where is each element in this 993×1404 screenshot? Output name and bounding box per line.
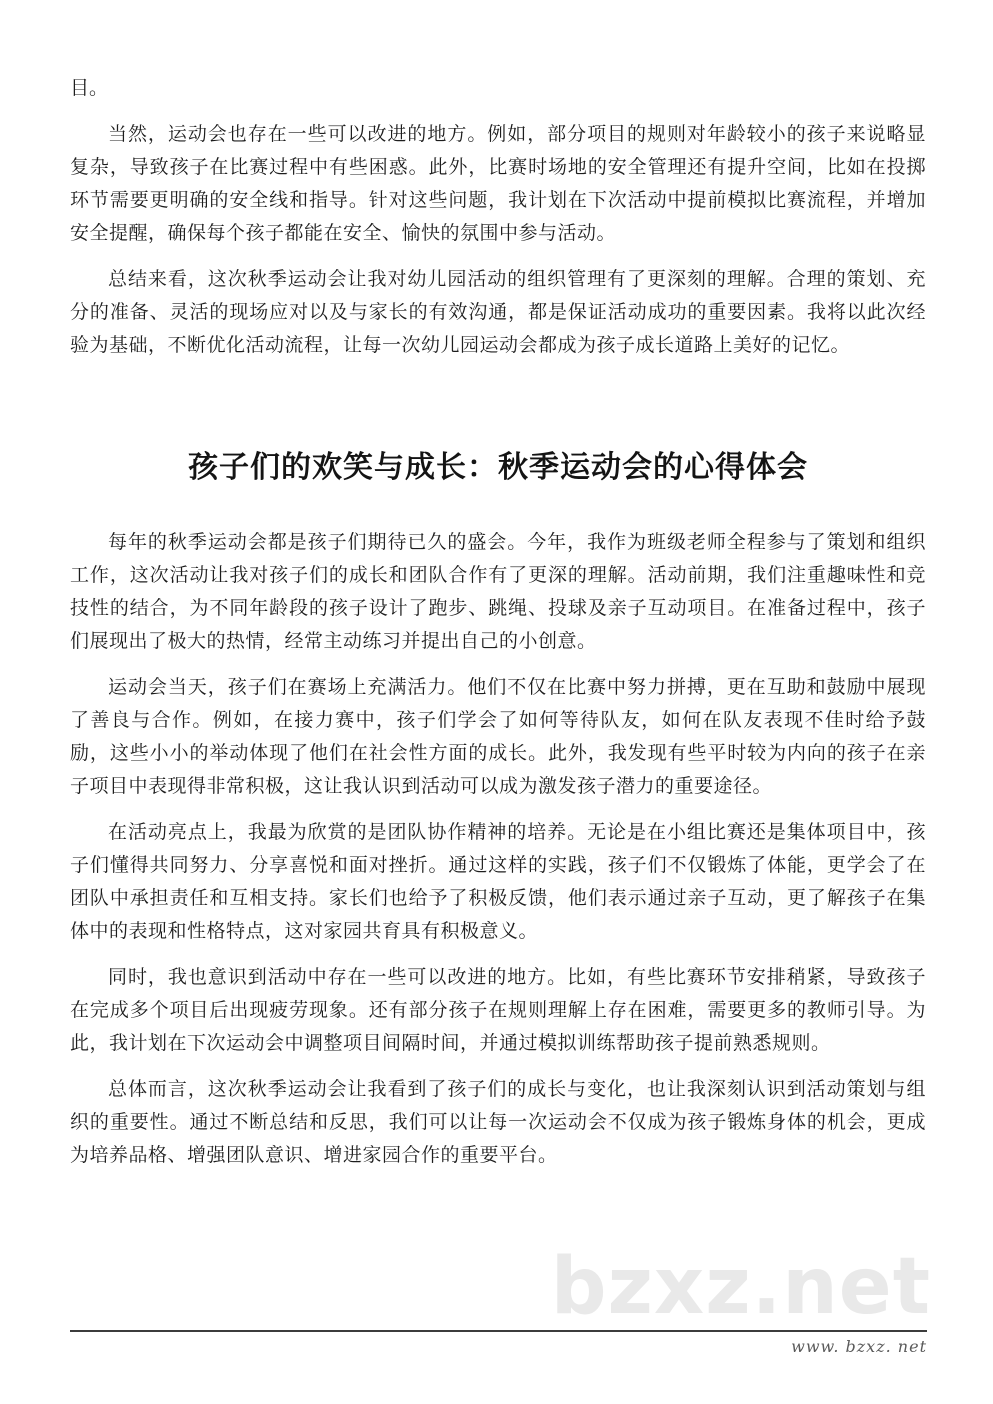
paragraph-closing-2: 总结来看，这次秋季运动会让我对幼儿园活动的组织管理有了更深刻的理解。合理的策划、充分的准备、灵活的现场应对以及与家长的有效沟通，都是保证活动成功的重要因素。我将以此次经验为基础，不断优化活动流程，让每一次幼儿园运动会都成为孩子成长道路上美好的记忆。 (70, 269, 926, 356)
paragraph-main-5: 总体而言，这次秋季运动会让我看到了孩子们的成长与变化，也让我深刻认识到活动策划与组织的重要性。通过不断总结和反思，我们可以让每一次运动会不仅成为孩子锻炼身体的机会，更成为培养品格、增强团队意识、增进家园合作的重要平台。 (70, 1079, 926, 1166)
footer-divider (70, 1330, 927, 1332)
watermark-text: bzxz.net (550, 1242, 931, 1332)
paragraph-main-4: 同时，我也意识到活动中存在一些可以改进的地方。比如，有些比赛环节安排稍紧，导致孩子在完成多个项目后出现疲劳现象。还有部分孩子在规则理解上存在困难，需要更多的教师引导。为此，我计划在下次运动会中调整项目间隔时间，并通过模拟训练帮助孩子提前熟悉规则。 (70, 967, 926, 1054)
paragraph-main-2: 运动会当天，孩子们在赛场上充满活力。他们不仅在比赛中努力拼搏，更在互助和鼓励中展现了善良与合作。例如，在接力赛中，孩子们学会了如何等待队友，如何在队友表现不佳时给予鼓励，这些小小的举动体现了他们在社会性方面的成长。此外，我发现有些平时较为内向的孩子在亲子项目中表现得非常积极，这让我认识到活动可以成为激发孩子潜力的重要途径。 (70, 677, 926, 797)
document-content (70, 72, 926, 1185)
paragraph-closing-1: 当然，运动会也存在一些可以改进的地方。例如，部分项目的规则对年龄较小的孩子来说略显复杂，导致孩子在比赛过程中有些困惑。此外，比赛时场地的安全管理还有提升空间，比如在投掷环节需要更明确的安全线和指导。针对这些问题，我计划在下次活动中提前模拟比赛流程，并增加安全提醒，确保每个孩子都能在安全、愉快的氛围中参与活动。 (70, 124, 926, 244)
document-title: 孩子们的欢笑与成长：秋季运动会的心得体会 (188, 451, 808, 484)
paragraph-main-1: 每年的秋季运动会都是孩子们期待已久的盛会。今年，我作为班级老师全程参与了策划和组织工作，这次活动让我对孩子们的成长和团队合作有了更深的理解。活动前期，我们注重趣味性和竞技性的结合，为不同年龄段的孩子设计了跑步、跳绳、投球及亲子互动项目。在准备过程中，孩子们展现出了极大的热情，经常主动练习并提出自己的小创意。 (70, 532, 926, 652)
footer-site-url[interactable]: www. bzxz. net (791, 1337, 927, 1356)
page-top-fragment: 目。 (70, 78, 109, 99)
paragraph-main-3: 在活动亮点上，我最为欣赏的是团队协作精神的培养。无论是在小组比赛还是集体项目中，孩子们懂得共同努力、分享喜悦和面对挫折。通过这样的实践，孩子们不仅锻炼了体能，更学会了在团队中承担责任和互相支持。家长们也给予了积极反馈，他们表示通过亲子互动，更了解孩子在集体中的表现和性格特点，这对家园共育具有积极意义。 (70, 822, 926, 942)
